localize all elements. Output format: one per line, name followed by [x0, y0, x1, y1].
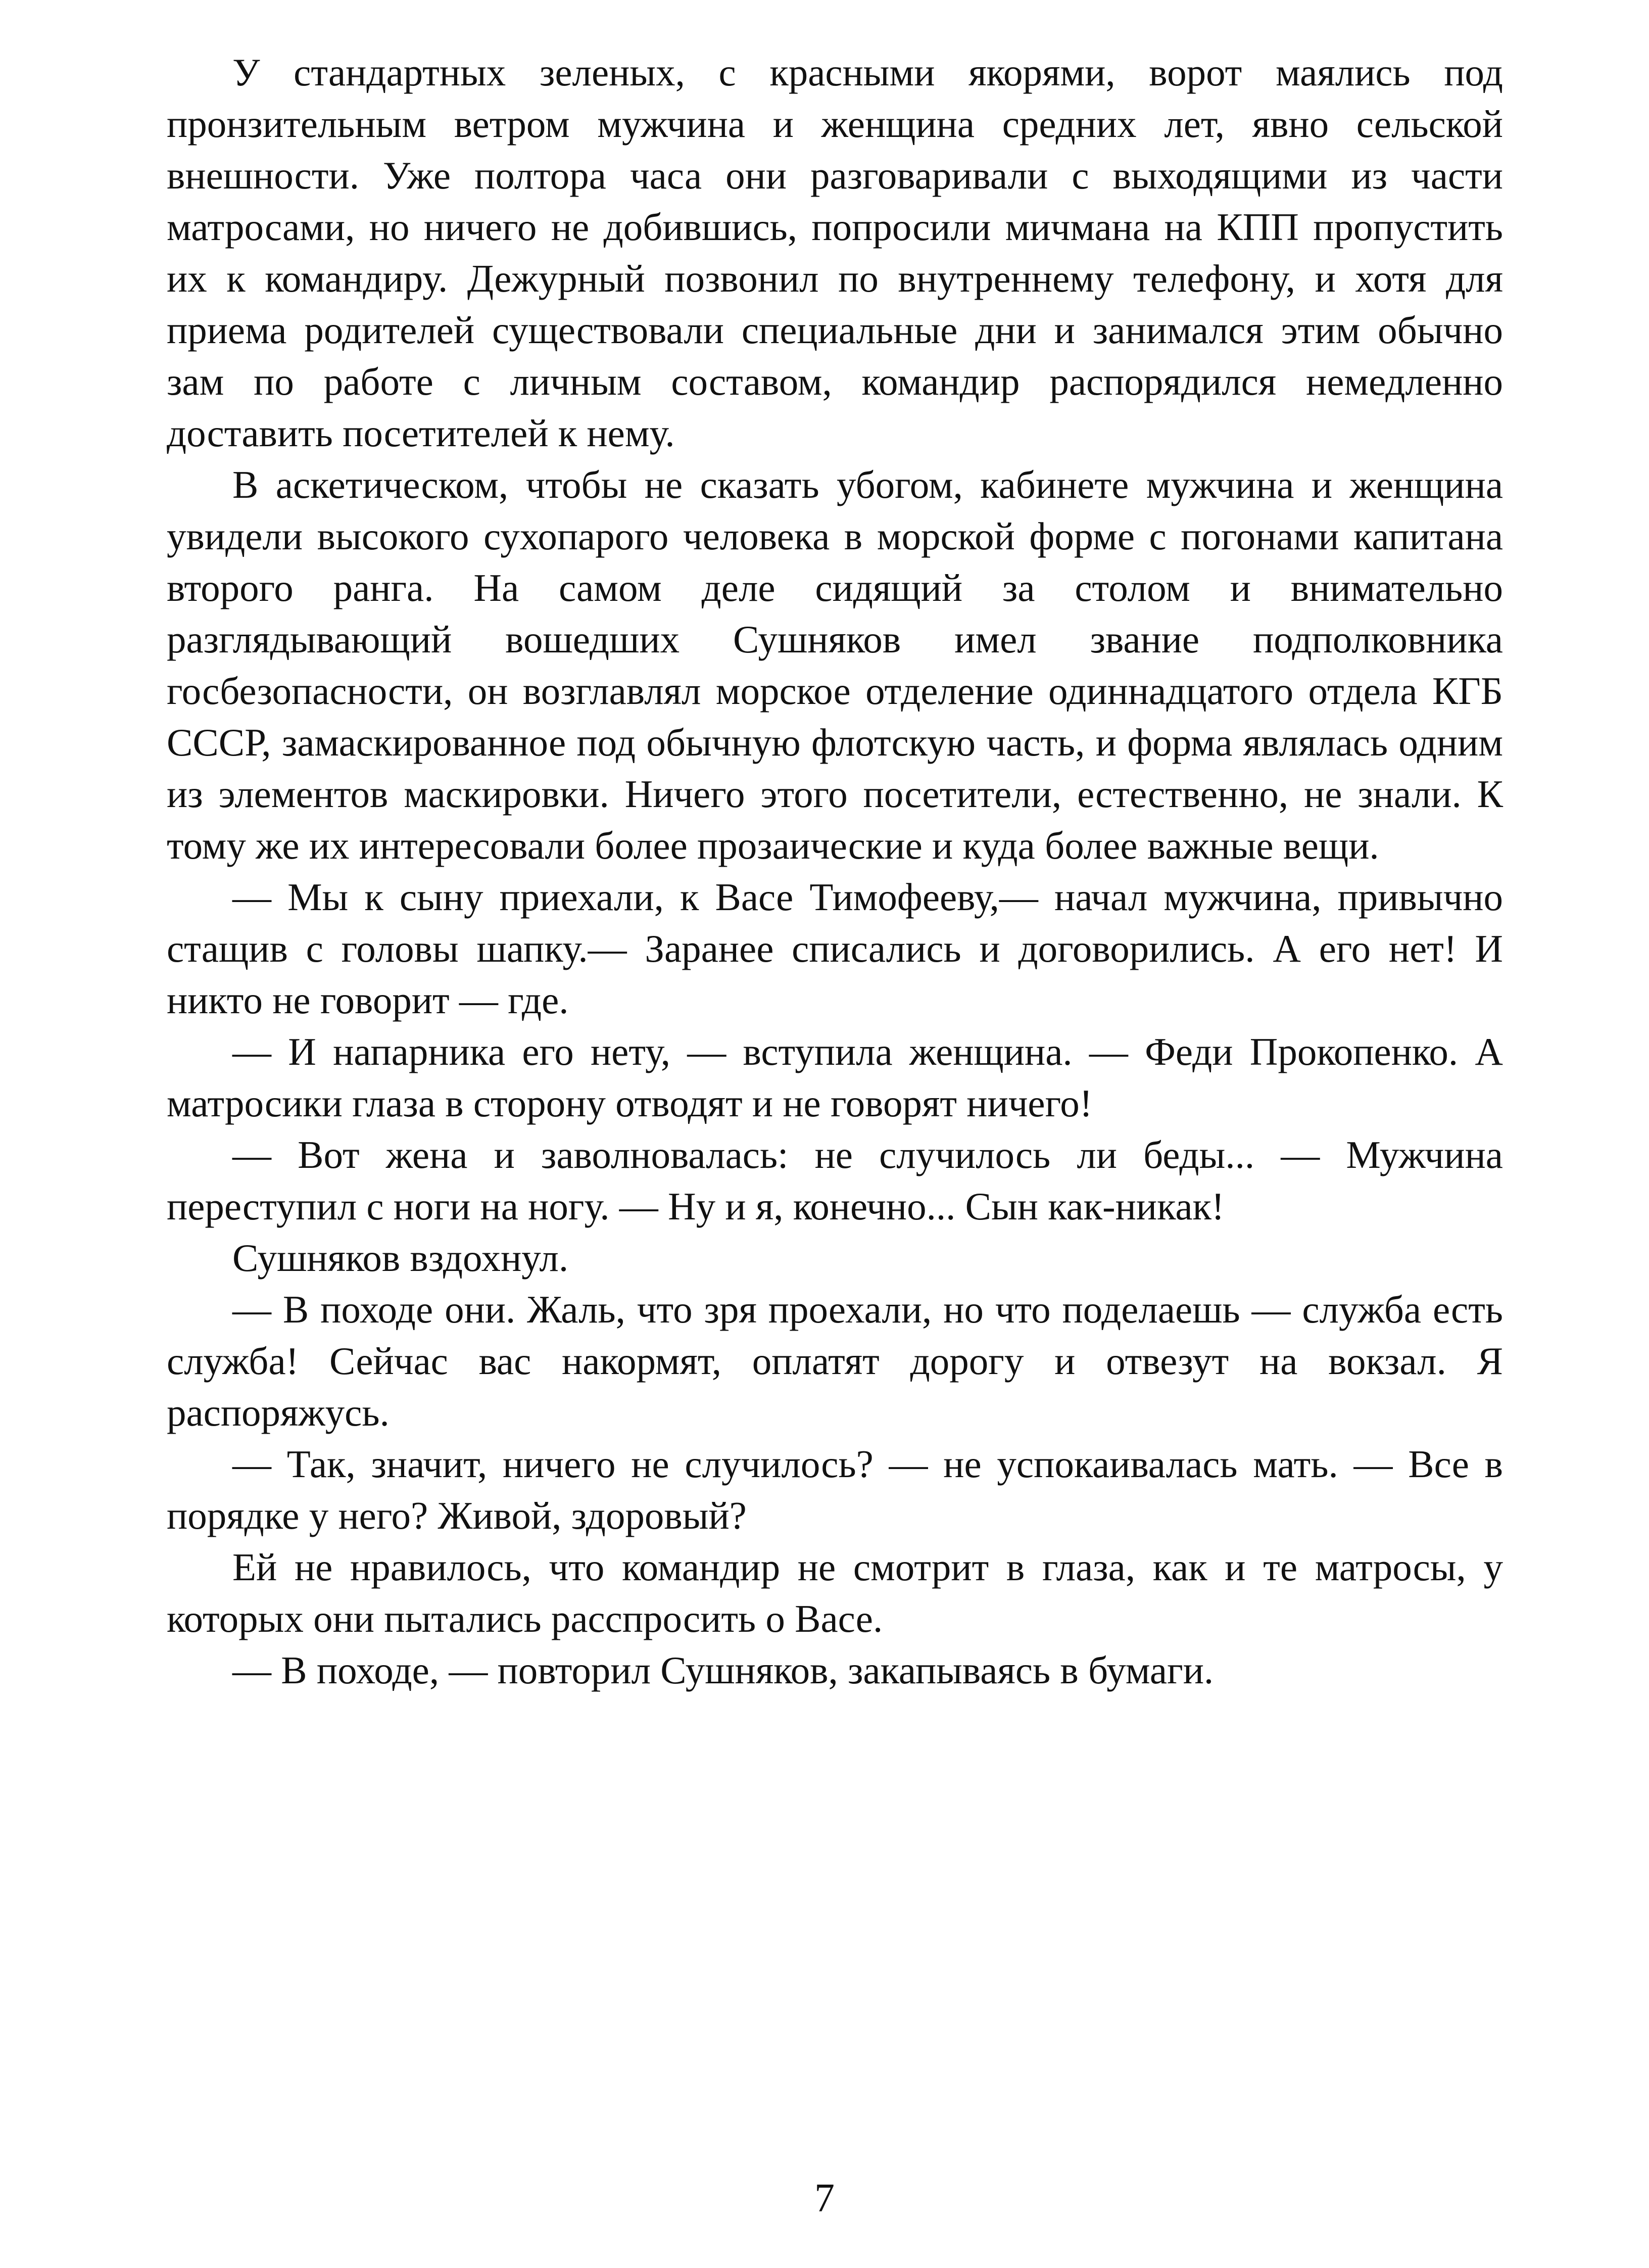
paragraph: — И напарника его нету, — вступила женщина. — Феди Прокопенко. А матросики глаза в сторону отводят и не говорят ничего!: [167, 1030, 1503, 1125]
paragraph: — В походе, — повторил Сушняков, закапываясь в бумаги.: [232, 1648, 1214, 1692]
paragraph: Ей не нравилось, что командир не смотрит в глаза, как и те матросы, у которых они пытались расспросить о Васе.: [167, 1545, 1503, 1640]
paragraph: У стандартных зеленых, с красными якорями, ворот маялись под пронзительным ветром мужчина и женщина средних лет, явно сельской внешности. Уже полтора часа они разговаривали с выходящими из части матросами, но ничего не добившись, попросили мичмана на КПП пропустить их к командиру. Дежурный позвонил по внутреннему телефону, и хотя для приема родителей существовали специальные дни и занимался этим обычно зам по работе с личным составом, командир распорядился немедленно доставить посетителей к нему.: [167, 51, 1503, 455]
body-text: [167, 46, 1503, 1696]
paragraph: — В походе они. Жаль, что зря проехали, но что поделаешь — служба есть служба! Сейчас вас накормят, оплатят дорогу и отвезут на вокзал. Я распоряжусь.: [167, 1288, 1503, 1434]
paragraph: — Мы к сыну приехали, к Васе Тимофееву,— начал мужчина, привычно стащив с головы шапку.— Заранее списались и договорились. А его нет! И никто не говорит — где.: [167, 875, 1503, 1022]
paragraph: Сушняков вздохнул.: [232, 1236, 569, 1280]
paragraph: В аскетическом, чтобы не сказать убогом, кабинете мужчина и женщина увидели высокого сухопарого человека в морской форме с погонами капитана второго ранга. На самом деле сидящий за столом и внимательно разглядывающий вошедших Сушняков имел звание подполковника госбезопасности, он возглавлял морское отделение одиннадцатого отдела КГБ СССР, замаскированное под обычную флотскую часть, и форма являлась одним из элементов маскировки. Ничего этого посетители, естественно, не знали. К тому же их интересовали более прозаические и куда более важные вещи.: [167, 463, 1503, 867]
paragraph: — Вот жена и заволновалась: не случилось ли беды... — Мужчина переступил с ноги на ногу. — Ну и я, конечно... Сын как-никак!: [167, 1133, 1503, 1228]
paragraph: — Так, значит, ничего не случилось? — не успокаивалась мать. — Все в порядке у него? Живой, здоровый?: [167, 1442, 1503, 1537]
page-number: 7: [814, 2176, 835, 2220]
